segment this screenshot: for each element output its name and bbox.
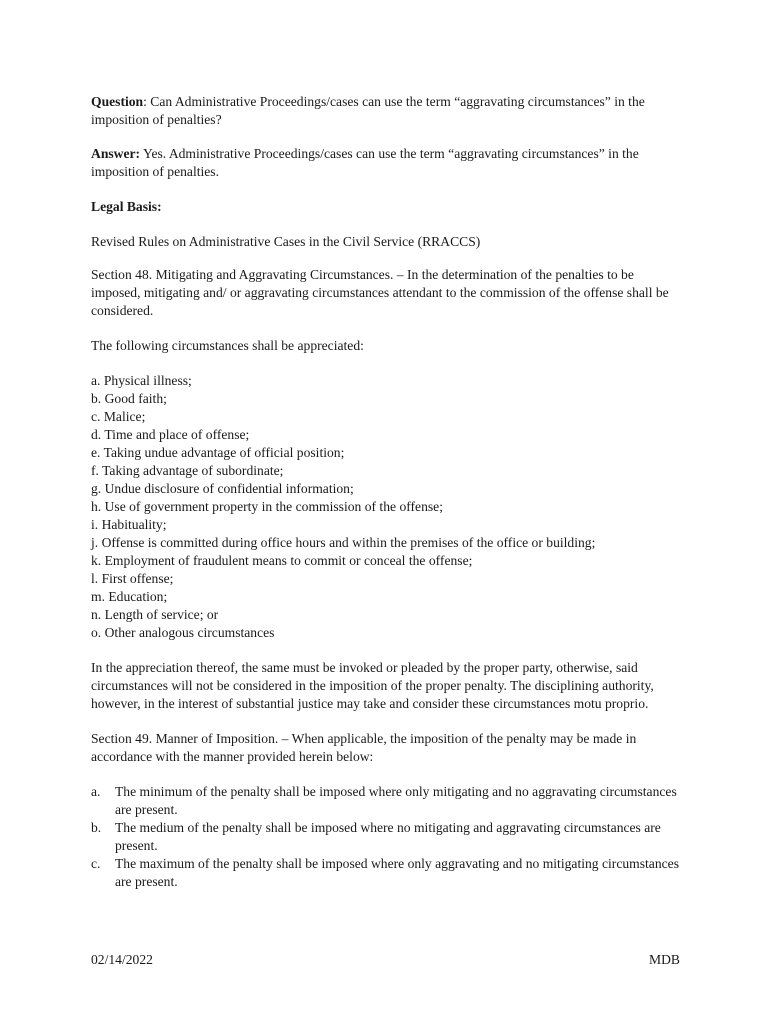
list-item: g. Undue disclosure of confidential information; bbox=[91, 481, 354, 496]
list-item: j. Offense is committed during office hours and within the premises of the office or building; bbox=[91, 535, 596, 550]
list-marker: a. bbox=[91, 784, 101, 799]
list-item: k. Employment of fraudulent means to commit or conceal the offense; bbox=[91, 553, 473, 568]
answer-text: Yes. Administrative Proceedings/cases can use the term “aggravating circumstances” in the imposition of penalties. bbox=[91, 146, 639, 179]
appreciation-paragraph: In the appreciation thereof, the same must be invoked or pleaded by the proper party, otherwise, said circumstances will not be considered in the imposition of the proper penalty. The disciplining authority, however, in the interest of substantial justice may take and consider these circumstances motu proprio. bbox=[91, 660, 654, 711]
list-item: h. Use of government property in the commission of the offense; bbox=[91, 499, 443, 514]
list-item: i. Habituality; bbox=[91, 517, 167, 532]
list-item: e. Taking undue advantage of official position; bbox=[91, 445, 345, 460]
list-item: f. Taking advantage of subordinate; bbox=[91, 463, 284, 478]
question-text: : Can Administrative Proceedings/cases can use the term “aggravating circumstances” in the imposition of penalties? bbox=[91, 94, 645, 127]
list-item-text: The maximum of the penalty shall be imposed where only aggravating and no mitigating circumstances are present. bbox=[115, 856, 679, 889]
footer-date: 02/14/2022 bbox=[91, 952, 153, 967]
list-marker: b. bbox=[91, 820, 102, 835]
list-item bbox=[91, 855, 681, 891]
list-item-text: The minimum of the penalty shall be imposed where only mitigating and no aggravating circumstances are present. bbox=[115, 784, 677, 817]
question-paragraph bbox=[91, 93, 681, 129]
section-49-text: Section 49. Manner of Imposition. – When applicable, the imposition of the penalty may be made in accordance with the manner provided herein below: bbox=[91, 731, 637, 764]
list-item bbox=[91, 783, 681, 819]
section-48-text: Section 48. Mitigating and Aggravating Circumstances. – In the determination of the penalties to be imposed, mitigating and/ or aggravating circumstances attendant to the commission of the offense shall be considered. bbox=[91, 267, 669, 318]
list-item: m. Education; bbox=[91, 589, 168, 604]
answer-label: Answer: bbox=[91, 146, 141, 161]
circumstances-intro: The following circumstances shall be appreciated: bbox=[91, 338, 364, 353]
list-item: b. Good faith; bbox=[91, 391, 167, 406]
legal-basis-heading: Legal Basis: bbox=[91, 199, 162, 214]
document-body bbox=[91, 93, 681, 891]
footer-initials: MDB bbox=[649, 952, 680, 967]
list-item: d. Time and place of offense; bbox=[91, 427, 250, 442]
question-label: Question bbox=[91, 94, 144, 109]
list-item-text: The medium of the penalty shall be imposed where no mitigating and aggravating circumstances are present. bbox=[115, 820, 661, 853]
imposition-list bbox=[91, 783, 681, 891]
list-item: l. First offense; bbox=[91, 571, 174, 586]
list-item: c. Malice; bbox=[91, 409, 146, 424]
rules-title: Revised Rules on Administrative Cases in the Civil Service (RRACCS) bbox=[91, 234, 481, 249]
list-item bbox=[91, 819, 681, 855]
circumstances-list bbox=[91, 372, 681, 642]
list-marker: c. bbox=[91, 856, 101, 871]
answer-paragraph bbox=[91, 145, 681, 181]
list-item: n. Length of service; or bbox=[91, 607, 219, 622]
list-item: a. Physical illness; bbox=[91, 373, 192, 388]
list-item: o. Other analogous circumstances bbox=[91, 625, 275, 640]
